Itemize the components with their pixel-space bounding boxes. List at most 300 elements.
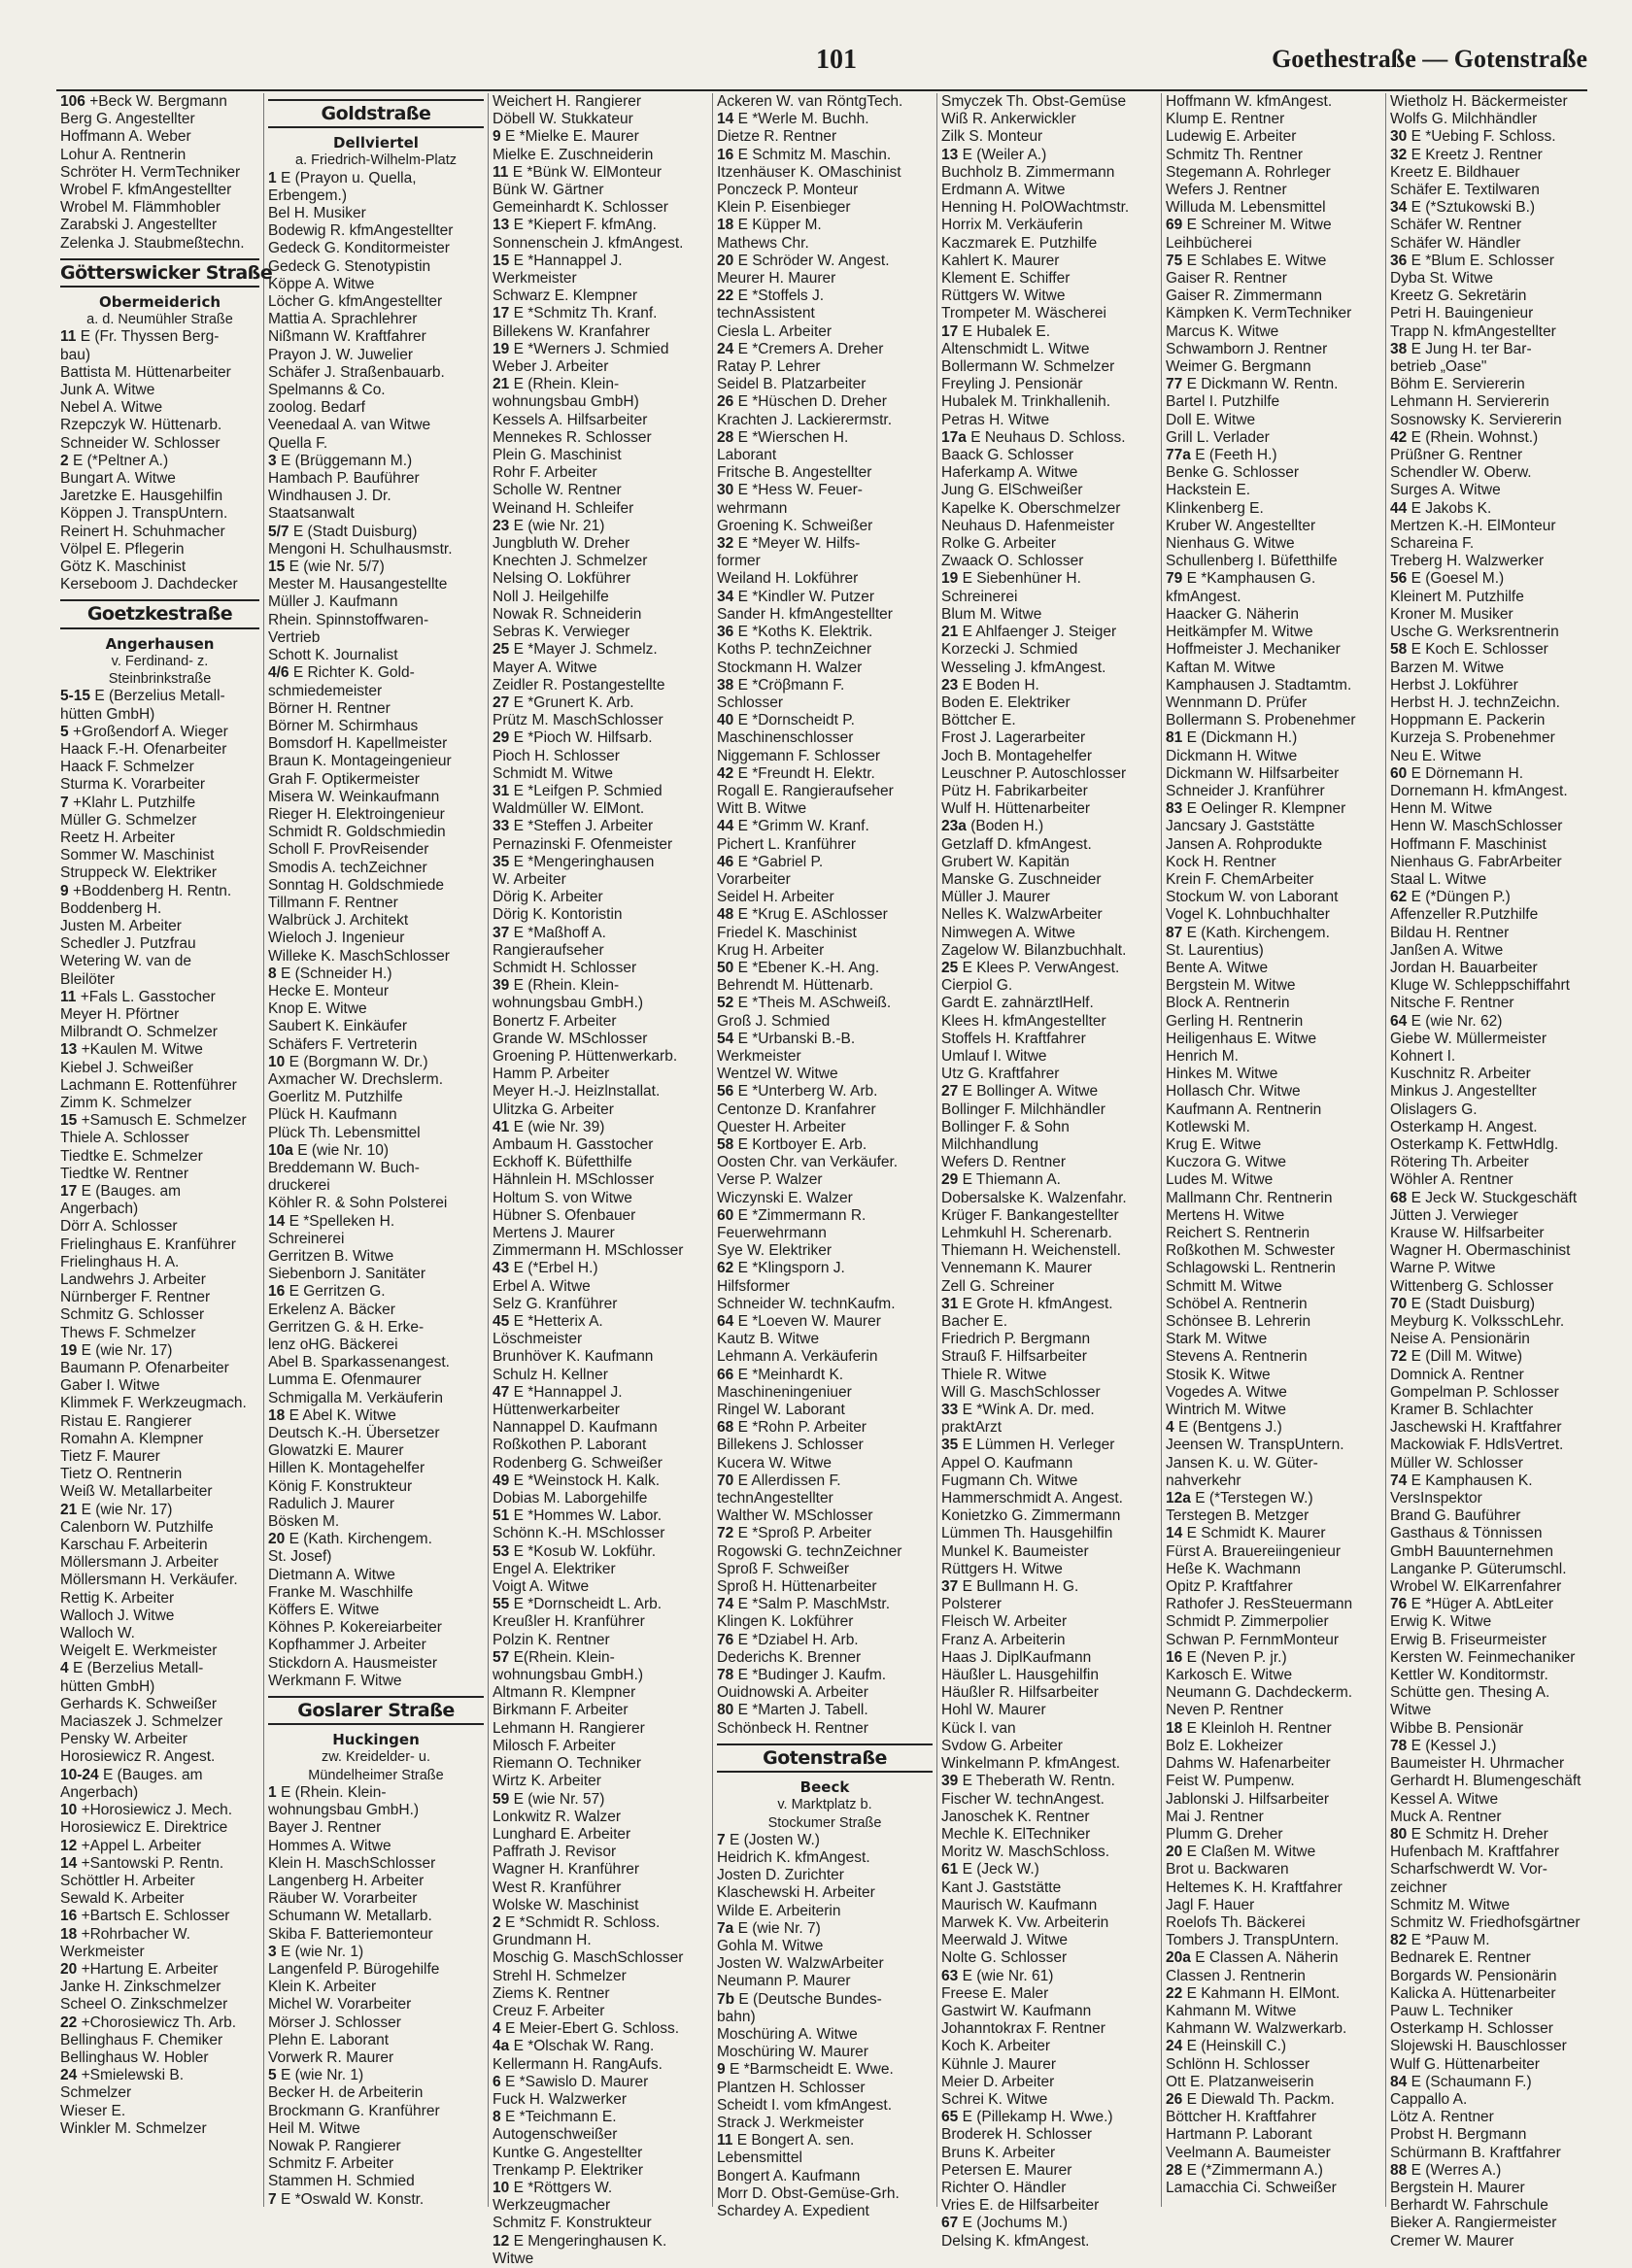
entry-text: former xyxy=(717,553,761,570)
entry-text: Schmidt M. Witwe xyxy=(493,764,614,782)
directory-entry xyxy=(717,500,933,518)
directory-entry xyxy=(1390,871,1606,889)
entry-text: E Bongert A. sen. xyxy=(736,2132,855,2150)
directory-entry xyxy=(941,1296,1157,1313)
entry-text: Müller G. Schmelzer xyxy=(60,811,197,829)
directory-entry xyxy=(1390,2162,1606,2180)
entry-text: Becker H. de Arbeiterin xyxy=(268,2084,424,2102)
entry-text: Weiß W. Metallarbeiter xyxy=(60,1483,213,1501)
district-name: Obermeiderich xyxy=(98,293,221,312)
directory-entry xyxy=(1390,1402,1606,1419)
entry-text: Doll E. Witwe xyxy=(1166,411,1256,428)
directory-entry xyxy=(1390,1419,1606,1437)
street-location: zw. Kreidelder- u. xyxy=(321,1749,431,1766)
directory-entry xyxy=(941,1367,1157,1384)
entry-text: Boddenberg H. xyxy=(60,899,162,917)
entry-text: Munkel K. Baumeister xyxy=(941,1542,1089,1560)
directory-entry xyxy=(1166,942,1381,960)
entry-text: Neumann G. Dachdeckerm. xyxy=(1166,1684,1353,1702)
directory-entry xyxy=(1166,500,1381,518)
house-number: 44 xyxy=(717,818,734,835)
entry-text: Böhm E. Serviererin xyxy=(1390,376,1525,393)
directory-entry xyxy=(941,147,1157,164)
directory-entry xyxy=(60,1377,259,1395)
directory-entry xyxy=(493,925,708,942)
directory-entry xyxy=(60,1502,259,1519)
entry-text: Zwaack O. Schlosser xyxy=(941,553,1084,570)
directory-entry xyxy=(60,1218,259,1236)
entry-text: Erwig K. Witwe xyxy=(1390,1613,1492,1631)
directory-entry xyxy=(717,1207,933,1225)
house-number: 24 xyxy=(717,340,734,357)
entry-text: +Beck W. Bergmann xyxy=(89,93,227,110)
directory-entry xyxy=(60,1306,259,1324)
directory-entry xyxy=(60,235,259,253)
entry-text: E (Deutsche Bundes- xyxy=(738,1990,882,2008)
directory-entry xyxy=(941,412,1157,429)
directory-entry xyxy=(493,1348,708,1366)
entry-text: Klinkenberg E. xyxy=(1166,499,1264,517)
entry-text: Birkmann F. Arbeiter xyxy=(493,1702,629,1719)
house-number: 15 xyxy=(268,559,286,576)
entry-text: E (Stadt Duisburg) xyxy=(1411,1295,1536,1312)
house-number: 58 xyxy=(717,1135,734,1153)
directory-entry xyxy=(1390,1897,1606,1914)
directory-entry xyxy=(941,1419,1157,1437)
house-number: 7 xyxy=(268,2190,277,2208)
directory-entry xyxy=(1390,93,1606,111)
entry-text: Vennemann K. Maurer xyxy=(941,1260,1093,1277)
entry-text: Mathews Chr. xyxy=(717,234,809,252)
directory-entry xyxy=(1166,1649,1381,1667)
entry-text: Hoffmann W. kfmAngest. xyxy=(1166,93,1333,110)
entry-text: Junk A. Witwe xyxy=(60,382,155,399)
house-number: 62 xyxy=(1390,889,1408,906)
entry-text: Räuber W. Vorarbeiter xyxy=(268,1890,418,1908)
entry-text: Nannappel D. Kaufmann xyxy=(493,1419,658,1437)
directory-entry xyxy=(717,1991,933,2009)
entry-text: E (wie Nr. 10) xyxy=(297,1141,390,1159)
entry-text: E (*Zimmermann A.) xyxy=(1186,2161,1323,2179)
house-number: 20 xyxy=(717,252,734,269)
entry-text: Henn W. MaschSchlosser xyxy=(1390,818,1563,835)
house-number: 16 xyxy=(717,146,734,163)
directory-entry xyxy=(493,305,708,322)
entry-text: Strack J. Werkmeister xyxy=(717,2114,865,2131)
directory-entry xyxy=(941,270,1157,288)
entry-text: Jaretzke E. Hausgehilfin xyxy=(60,488,223,505)
directory-entry xyxy=(268,1890,484,1908)
directory-entry xyxy=(60,741,259,759)
entry-text: Hecke E. Monteur xyxy=(268,982,390,999)
directory-entry xyxy=(717,2132,933,2150)
directory-entry xyxy=(1390,1949,1606,1967)
entry-text: Hüttenwerkarbeiter xyxy=(493,1402,620,1419)
directory-entry xyxy=(717,1507,933,1525)
entry-text: Reinert H. Schuhmacher xyxy=(60,523,225,540)
entry-text: Bollinger F. & Sohn xyxy=(941,1118,1070,1135)
entry-text: Dahms W. Hafenarbeiter xyxy=(1166,1755,1331,1773)
directory-entry xyxy=(493,1101,708,1119)
directory-entry xyxy=(60,488,259,505)
entry-text: Krein F. ChemArbeiter xyxy=(1166,870,1314,888)
house-number: 13 xyxy=(493,217,510,234)
directory-entry xyxy=(493,2145,708,2162)
directory-entry xyxy=(1390,1702,1606,1719)
house-number: 22 xyxy=(717,288,734,305)
house-number: 30 xyxy=(717,482,734,499)
directory-entry xyxy=(268,1106,484,1124)
directory-entry xyxy=(717,836,933,854)
entry-text: E (*Peltner A.) xyxy=(72,452,169,469)
district-name: Huckingen xyxy=(332,1731,420,1749)
entry-text: Utz G. Kraftfahrer xyxy=(941,1066,1060,1083)
directory-entry xyxy=(941,2197,1157,2215)
directory-entry xyxy=(941,1154,1157,1171)
entry-text: E Gerritzen G. xyxy=(289,1283,386,1301)
directory-entry xyxy=(1166,960,1381,977)
directory-entry xyxy=(60,1201,259,1218)
directory-entry xyxy=(493,1809,708,1826)
entry-text: Janke H. Zinkschmelzer xyxy=(60,1979,221,1996)
entry-text: E (Fr. Thyssen Berg- xyxy=(80,328,220,346)
entry-text: E (wie Nr. 5/7) xyxy=(289,559,385,576)
entry-text: Sonntag H. Goldschmiede xyxy=(268,876,444,894)
directory-entry xyxy=(1390,1755,1606,1773)
directory-entry xyxy=(717,800,933,818)
entry-text: E Meier-Ebert G. Schloss. xyxy=(504,2020,680,2038)
street-location: Stockumer Straße xyxy=(767,1814,882,1831)
directory-entry xyxy=(60,399,259,417)
entry-text: Saubert K. Einkäufer xyxy=(268,1018,408,1035)
directory-entry xyxy=(60,1855,259,1873)
entry-text: Grubert W. Kapitän xyxy=(941,853,1070,870)
directory-entry xyxy=(941,253,1157,270)
entry-text: Kahmann M. Witwe xyxy=(1166,2002,1297,2019)
directory-entry xyxy=(941,2126,1157,2144)
entry-text: Maschineningeniuer xyxy=(717,1383,852,1401)
directory-entry xyxy=(60,1006,259,1024)
entry-text: Mennekes R. Schlosser xyxy=(493,428,652,446)
directory-entry xyxy=(1390,1119,1606,1136)
entry-text: Hoffmeister J. Mechaniker xyxy=(1166,641,1341,659)
directory-entry xyxy=(60,935,259,953)
entry-text: E Kreetz J. Rentner xyxy=(1411,146,1543,163)
directory-entry xyxy=(717,1367,933,1384)
entry-text: Feist W. Pumpenw. xyxy=(1166,1773,1295,1790)
entry-text: Creuz F. Arbeiter xyxy=(493,2002,605,2019)
directory-entry xyxy=(60,795,259,812)
directory-entry xyxy=(1166,288,1381,305)
directory-entry xyxy=(1166,2126,1381,2144)
directory-entry xyxy=(1166,1561,1381,1578)
directory-entry xyxy=(268,1996,484,2014)
directory-entry xyxy=(941,358,1157,376)
entry-text: Treberg H. Walzwerker xyxy=(1390,553,1545,570)
directory-entry xyxy=(1390,1684,1606,1702)
entry-text: +Santowski P. Rentn. xyxy=(81,1854,224,1872)
entry-text: Jablonski J. Hilfsarbeiter xyxy=(1166,1790,1329,1808)
directory-entry xyxy=(941,729,1157,747)
entry-text: Kaczmarek E. Putzhilfe xyxy=(941,234,1098,252)
entry-text: Hambach P. Bauführer xyxy=(268,470,420,488)
entry-text: Marcus K. Witwe xyxy=(1166,322,1279,340)
directory-entry xyxy=(60,182,259,199)
directory-entry xyxy=(1166,2074,1381,2091)
entry-text: Mattia A. Sprachlehrer xyxy=(268,311,418,328)
entry-text: Eckhoff K. Büfetthilfe xyxy=(493,1154,632,1171)
directory-entry xyxy=(717,1313,933,1331)
entry-text: praktArzt xyxy=(941,1419,1003,1437)
entry-text: Seidel H. Arbeiter xyxy=(717,889,834,906)
entry-text: Weiland H. Lokführer xyxy=(717,570,859,588)
entry-text: Haferkamp A. Witwe xyxy=(941,464,1078,482)
entry-text: Seidel B. Platzarbeiter xyxy=(717,376,867,393)
directory-entry xyxy=(941,1031,1157,1048)
entry-text: Löschmeister xyxy=(493,1331,583,1348)
directory-entry xyxy=(717,1402,933,1419)
directory-entry xyxy=(1390,1348,1606,1366)
directory-entry xyxy=(1166,854,1381,871)
entry-text: Pioch H. Schlosser xyxy=(493,747,620,764)
house-number: 52 xyxy=(717,995,734,1012)
house-number: 36 xyxy=(1390,252,1408,269)
entry-text: E (Rhein. Wohnst.) xyxy=(1411,428,1539,446)
directory-entry xyxy=(1390,1525,1606,1542)
directory-entry xyxy=(717,1066,933,1083)
directory-entry xyxy=(1390,1561,1606,1578)
entry-text: Klein K. Arbeiter xyxy=(268,1979,377,1996)
directory-entry xyxy=(268,683,484,700)
entry-text: Will G. MaschSchlosser xyxy=(941,1383,1101,1401)
directory-entry xyxy=(717,2044,933,2061)
directory-entry xyxy=(493,393,708,411)
entry-text: Kock H. Rentner xyxy=(1166,853,1276,870)
entry-text: Petri H. Bauingenieur xyxy=(1390,305,1534,322)
entry-text: Fischer W. technAngest. xyxy=(941,1790,1105,1808)
entry-text: E *Blum E. Schlosser xyxy=(1411,252,1554,269)
entry-text: Vogel K. Lohnbuchhalter xyxy=(1166,906,1330,924)
entry-text: Schäfer E. Textilwaren xyxy=(1390,182,1540,199)
entry-text: Trompeter M. Wäscherei xyxy=(941,305,1106,322)
entry-text: Frielinghaus E. Kranführer xyxy=(60,1236,236,1253)
directory-entry xyxy=(493,1225,708,1242)
house-number: 6 xyxy=(493,2073,501,2090)
house-number: 25 xyxy=(493,641,510,659)
entry-text: Rettig K. Arbeiter xyxy=(60,1589,175,1607)
entry-text: Stosik K. Witwe xyxy=(1166,1366,1271,1383)
directory-entry xyxy=(717,358,933,376)
directory-entry xyxy=(1166,1348,1381,1366)
directory-entry xyxy=(1390,1242,1606,1260)
entry-text: Kucera W. Witwe xyxy=(717,1454,832,1472)
entry-text: Grill L. Verlader xyxy=(1166,428,1270,446)
entry-text: Schedler J. Putzfrau xyxy=(60,935,196,953)
directory-entry xyxy=(717,906,933,924)
directory-entry xyxy=(717,429,933,447)
directory-entry xyxy=(268,1602,484,1619)
street-heading: Goldstraße xyxy=(268,99,484,128)
entry-text: hütten GmbH) xyxy=(60,705,155,723)
directory-entry xyxy=(268,806,484,824)
entry-text: Schneider J. Kranführer xyxy=(1166,782,1325,799)
entry-text: Kuntke G. Angestellter xyxy=(493,2144,643,2161)
directory-entry xyxy=(1166,1879,1381,1897)
column-6 xyxy=(1162,93,1386,2207)
directory-entry xyxy=(268,2138,484,2155)
entry-text: Rzepczyk W. Hüttenarb. xyxy=(60,417,222,434)
directory-entry xyxy=(268,559,484,576)
entry-text: Affenzeller R.Putzhilfe xyxy=(1390,906,1539,924)
entry-text: +Großendorf A. Wieger xyxy=(72,723,228,740)
directory-entry xyxy=(493,1473,708,1490)
directory-entry xyxy=(1166,1296,1381,1313)
directory-entry xyxy=(60,1838,259,1855)
directory-entry xyxy=(268,276,484,293)
directory-entry xyxy=(1166,1136,1381,1154)
entry-text: Noll J. Heilgehilfe xyxy=(493,588,609,605)
directory-entry xyxy=(1166,1755,1381,1773)
entry-text: kfmAngest. xyxy=(1166,588,1241,605)
house-number: 23a xyxy=(941,818,967,835)
house-number: 45 xyxy=(493,1313,510,1331)
entry-text: Meyer H.-J. Heizlnstallat. xyxy=(493,1083,661,1100)
entry-text: Frielinghaus H. A. xyxy=(60,1253,180,1270)
directory-entry xyxy=(717,1048,933,1066)
entry-text: Gemeinhardt K. Schlosser xyxy=(493,199,668,217)
directory-entry xyxy=(493,729,708,747)
directory-entry xyxy=(493,1154,708,1171)
house-number: 35 xyxy=(941,1437,959,1454)
entry-text: Tiedtke E. Schmelzer xyxy=(60,1147,203,1165)
directory-entry xyxy=(60,900,259,918)
entry-text: E *Marten J. Tabell. xyxy=(737,1702,868,1719)
directory-entry xyxy=(60,1608,259,1625)
entry-text: E *Pauw M. xyxy=(1411,1932,1490,1949)
directory-entry xyxy=(1390,836,1606,854)
directory-entry xyxy=(1166,1897,1381,1914)
directory-entry xyxy=(60,1873,259,1890)
entry-text: E *Wierschen H. xyxy=(737,428,849,446)
entry-text: Plumm G. Dreher xyxy=(1166,1825,1283,1843)
entry-text: Wrobel F. kfmAngestellter xyxy=(60,182,232,199)
directory-entry xyxy=(941,925,1157,942)
directory-entry xyxy=(493,641,708,659)
entry-text: bau) xyxy=(60,346,91,363)
entry-text: St. Laurentius) xyxy=(1166,941,1264,959)
directory-entry xyxy=(268,1302,484,1319)
entry-text: Gompelman P. Schlosser xyxy=(1390,1383,1559,1401)
directory-entry xyxy=(941,164,1157,182)
entry-text: +Klahr L. Putzhilfe xyxy=(72,794,196,811)
directory-entry xyxy=(268,2155,484,2173)
directory-entry xyxy=(1390,2091,1606,2109)
entry-text: Manske G. Zuschneider xyxy=(941,870,1102,888)
street-heading: Goetzkestraße xyxy=(60,599,259,628)
directory-entry xyxy=(717,1720,933,1738)
directory-entry xyxy=(941,1914,1157,1932)
directory-entry xyxy=(60,1483,259,1501)
directory-entry xyxy=(268,1231,484,1248)
directory-entry xyxy=(60,759,259,776)
directory-entry xyxy=(493,1066,708,1083)
directory-entry xyxy=(60,1713,259,1731)
entry-text: Svdow G. Arbeiter xyxy=(941,1737,1063,1754)
directory-entry xyxy=(493,1932,708,1949)
entry-text: Feuerwehrmann xyxy=(717,1225,827,1241)
directory-entry xyxy=(1166,128,1381,146)
directory-entry xyxy=(941,1826,1157,1844)
directory-entry xyxy=(1166,2003,1381,2020)
directory-entry xyxy=(1166,818,1381,835)
directory-entry xyxy=(493,1296,708,1313)
house-number: 13 xyxy=(941,146,959,163)
directory-entry xyxy=(717,570,933,588)
directory-entry xyxy=(1166,253,1381,270)
entry-text: E Jakobs K. xyxy=(1411,499,1492,517)
entry-text: +Smielewski B. xyxy=(81,2067,185,2084)
directory-entry xyxy=(717,393,933,411)
entry-text: Borgards W. Pensionärin xyxy=(1390,1967,1557,1984)
directory-entry xyxy=(1390,147,1606,164)
entry-text: Hoppmann E. Packerin xyxy=(1390,712,1546,729)
directory-entry xyxy=(941,128,1157,146)
directory-entry xyxy=(493,1543,708,1561)
entry-text: E Richter K. Gold- xyxy=(292,664,415,682)
entry-text: Rötering Th. Arbeiter xyxy=(1390,1154,1529,1171)
entry-text: Roelofs Th. Bäckerei xyxy=(1166,1913,1306,1931)
entry-text: Osterkamp H. Schlosser xyxy=(1390,2020,1553,2038)
entry-text: Ratay P. Lehrer xyxy=(717,358,821,376)
house-number: 64 xyxy=(717,1313,734,1331)
entry-text: W. Arbeiter xyxy=(493,870,566,888)
entry-text: Möllersmann H. Verkäufer. xyxy=(60,1572,238,1589)
directory-entry xyxy=(493,93,708,111)
entry-text: Lehmann A. Verkäuferin xyxy=(717,1348,878,1366)
entry-text: Veenedaal A. van Witwe xyxy=(268,417,431,434)
directory-entry xyxy=(941,2074,1157,2091)
house-number: 14 xyxy=(1166,1525,1183,1542)
directory-entry xyxy=(941,93,1157,111)
directory-entry xyxy=(268,1195,484,1212)
directory-entry xyxy=(1390,641,1606,659)
directory-entry xyxy=(717,535,933,553)
house-number: 70 xyxy=(717,1472,734,1489)
entry-text: Rathofer J. ResSteuermann xyxy=(1166,1596,1353,1613)
entry-text: Bruns K. Arbeiter xyxy=(941,2144,1056,2161)
directory-entry xyxy=(268,1283,484,1301)
directory-entry xyxy=(268,1000,484,1018)
directory-entry xyxy=(717,2026,933,2044)
directory-entry xyxy=(60,453,259,470)
directory-entry xyxy=(493,570,708,588)
entry-text: Sander H. kfmAngestellter xyxy=(717,605,893,623)
directory-entry xyxy=(1166,1207,1381,1225)
entry-text: Benke G. Schlosser xyxy=(1166,464,1299,482)
house-number: 75 xyxy=(1166,252,1183,269)
directory-entry xyxy=(717,765,933,783)
directory-entry xyxy=(60,688,259,705)
directory-entry xyxy=(717,1242,933,1260)
directory-entry xyxy=(1390,1879,1606,1897)
entry-text: Wolfs G. Milchhändler xyxy=(1390,111,1538,128)
directory-entry xyxy=(1390,660,1606,677)
directory-entry xyxy=(1390,1826,1606,1844)
directory-entry xyxy=(1166,871,1381,889)
entry-text: Broderek H. Schlosser xyxy=(941,2126,1093,2144)
directory-entry xyxy=(1166,217,1381,234)
house-number: 4 xyxy=(60,1660,69,1677)
